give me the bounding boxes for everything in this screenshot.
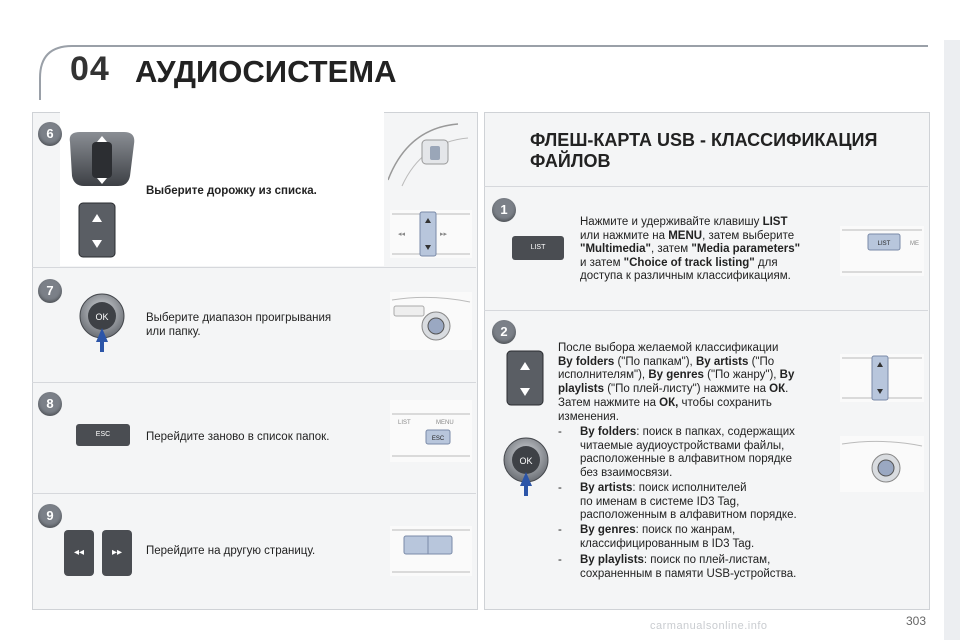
s2-p1-l2c: By artists: [695, 355, 749, 368]
s2-p1-l2b: ("По папкам"),: [614, 355, 696, 368]
usb-step-2-badge: 2: [492, 320, 516, 344]
by-genres-l1: : поиск по жанрам,: [635, 524, 736, 536]
step-6-text: Выберите дорожку из списка.: [146, 185, 317, 197]
step-7-line1: Выберите диапазон проигрывания: [146, 312, 332, 324]
up-down-buttons-icon: [506, 350, 544, 406]
esc-button-icon: [76, 424, 130, 446]
rewind-label: ◂◂: [73, 547, 85, 558]
s2-p1-l3c: ("По жанру"),: [703, 369, 780, 381]
by-playlists-label: By playlists: [580, 554, 644, 566]
step-9-badge: 9: [38, 504, 62, 528]
list-item-by-genres: [558, 524, 840, 551]
s2-p1-l4d: .: [785, 382, 789, 395]
list-item-by-artists: [558, 482, 840, 523]
svg-text:LIST: LIST: [398, 420, 411, 426]
svg-text:▸▸: ▸▸: [440, 230, 448, 238]
side-strip: [944, 40, 960, 640]
svg-text:◂◂: ◂◂: [398, 230, 406, 238]
ok-label: OK: [95, 312, 109, 322]
step-8-text: Перейдите заново в список папок.: [146, 431, 330, 443]
s1-l4a: и затем: [580, 256, 624, 269]
s1-l4b: "Choice of track listing": [623, 256, 755, 269]
chapter-title: АУДИОСИСТЕМА: [135, 54, 397, 89]
esc-label: ESC: [95, 431, 111, 438]
bullet-dash: -: [558, 524, 562, 536]
s2-p1-l4b: ("По плей-листу") нажмите на: [604, 382, 770, 395]
rewind-button-icon: [64, 530, 94, 576]
page-number: 303: [906, 614, 927, 628]
up-down-buttons-icon: [78, 202, 116, 258]
radio-panel-esc-image: [390, 400, 472, 462]
usb-step-1-text: [580, 216, 830, 284]
by-artists-l1: : поиск исполнителей: [632, 482, 747, 494]
s2-p2-l1c: чтобы сохранить: [678, 397, 772, 409]
svg-text:LIST: LIST: [877, 241, 891, 247]
s2-p1-l2a: By folders: [558, 355, 615, 368]
radio-panel-ok-image: [390, 292, 472, 350]
step-8-badge: 8: [38, 392, 62, 416]
ok-dial-icon: [76, 292, 128, 354]
by-playlists-l2: сохраненным в памяти USB-устройства.: [580, 567, 797, 580]
list-button-icon: [512, 236, 564, 260]
s2-p1-l4a: playlists: [558, 382, 605, 395]
radio-panel-list-image: [840, 226, 924, 276]
right-divider: [484, 310, 928, 311]
by-artists-l3: расположенным в алфавитном порядке.: [580, 509, 797, 521]
list-item-by-playlists: [558, 554, 840, 581]
s2-p2-l1b: ОК,: [659, 397, 679, 409]
usb-title-line1: ФЛЕШ-КАРТА USB - КЛАССИФИКАЦИЯ: [530, 130, 878, 150]
steering-rocker-switch-icon: [64, 128, 138, 190]
left-divider: [32, 382, 476, 383]
usb-step-2-save-text: [558, 397, 838, 424]
s1-l1b: LIST: [762, 216, 788, 228]
usb-section-title: [530, 130, 910, 172]
left-divider: [32, 493, 476, 494]
watermark: carmanualsonline.info: [650, 620, 768, 632]
ok-dial-icon: [500, 436, 552, 498]
step-6-badge: 6: [38, 122, 62, 146]
radio-panel-updown-image: [390, 210, 472, 258]
s2-p1-l2d: ("По: [748, 355, 775, 368]
s2-p1-l3a: исполнителям"),: [558, 369, 649, 381]
by-playlists-l1: : поиск по плей-листам,: [643, 554, 771, 566]
steering-wheel-controls-image: [388, 120, 472, 192]
by-artists-l2: по именам в системе ID3 Tag,: [580, 495, 740, 508]
usb-title-line2: ФАЙЛОВ: [530, 151, 611, 171]
usb-step-1-badge: 1: [492, 198, 516, 222]
s2-p2-l2: изменения.: [558, 410, 619, 423]
s2-p1-l3b: By genres: [648, 369, 704, 381]
s2-p1-l3d: By: [779, 369, 795, 381]
by-genres-label: By genres: [580, 524, 636, 536]
svg-text:ME: ME: [910, 241, 919, 247]
right-divider: [484, 186, 928, 187]
by-folders-l4: без взаимосвязи.: [580, 466, 673, 479]
step-7-text: [146, 312, 331, 339]
radio-panel-seek-image: [390, 526, 472, 576]
left-divider: [32, 267, 476, 268]
chapter-number: 04: [70, 50, 110, 88]
by-folders-l1: : поиск в папках, содержащих: [636, 426, 795, 438]
svg-text:MENU: MENU: [436, 420, 454, 426]
list-label: LIST: [530, 244, 546, 251]
by-genres-l2: классифицированным в ID3 Tag.: [580, 537, 755, 550]
bullet-dash: -: [558, 426, 562, 438]
s1-l3a: "Multimedia": [580, 243, 651, 255]
s1-l2c: , затем выберите: [702, 229, 795, 242]
list-item-by-folders: [558, 426, 840, 480]
by-folders-label: By folders: [580, 426, 637, 438]
usb-step-2-text: [558, 342, 838, 396]
svg-text:ESC: ESC: [431, 436, 445, 442]
step-7-line2: или папку.: [146, 325, 201, 338]
by-folders-l3: расположенные в алфавитном порядке: [580, 453, 792, 465]
step-9-text: Перейдите на другую страницу.: [146, 545, 316, 557]
s1-l2b: MENU: [668, 229, 703, 242]
radio-panel-ok-image: [840, 436, 924, 492]
step-7-badge: 7: [38, 279, 62, 303]
by-folders-l2: читаемые аудиоустройствами файлы,: [580, 439, 785, 452]
fast-forward-label: ▸▸: [111, 547, 123, 558]
s1-l1a: Нажмите и удерживайте клавишу: [580, 216, 763, 228]
bullet-dash: -: [558, 482, 562, 494]
bullet-dash: -: [558, 554, 562, 566]
by-artists-label: By artists: [580, 482, 633, 494]
s1-l3c: "Media parameters": [691, 243, 801, 255]
s1-l3b: , затем: [650, 243, 692, 255]
fast-forward-button-icon: [102, 530, 132, 576]
radio-panel-updown-image: [840, 354, 924, 402]
ok-label: OK: [519, 456, 533, 466]
s2-p1-l1: После выбора желаемой классификации: [558, 342, 779, 354]
s1-l4c: для: [754, 256, 778, 269]
s2-p1-l4c: ОК: [769, 382, 786, 395]
s1-l5: доступа к различным классификациям.: [580, 270, 791, 282]
s1-l2a: или нажмите на: [580, 229, 669, 242]
s2-p2-l1a: Затем нажмите на: [558, 397, 660, 409]
